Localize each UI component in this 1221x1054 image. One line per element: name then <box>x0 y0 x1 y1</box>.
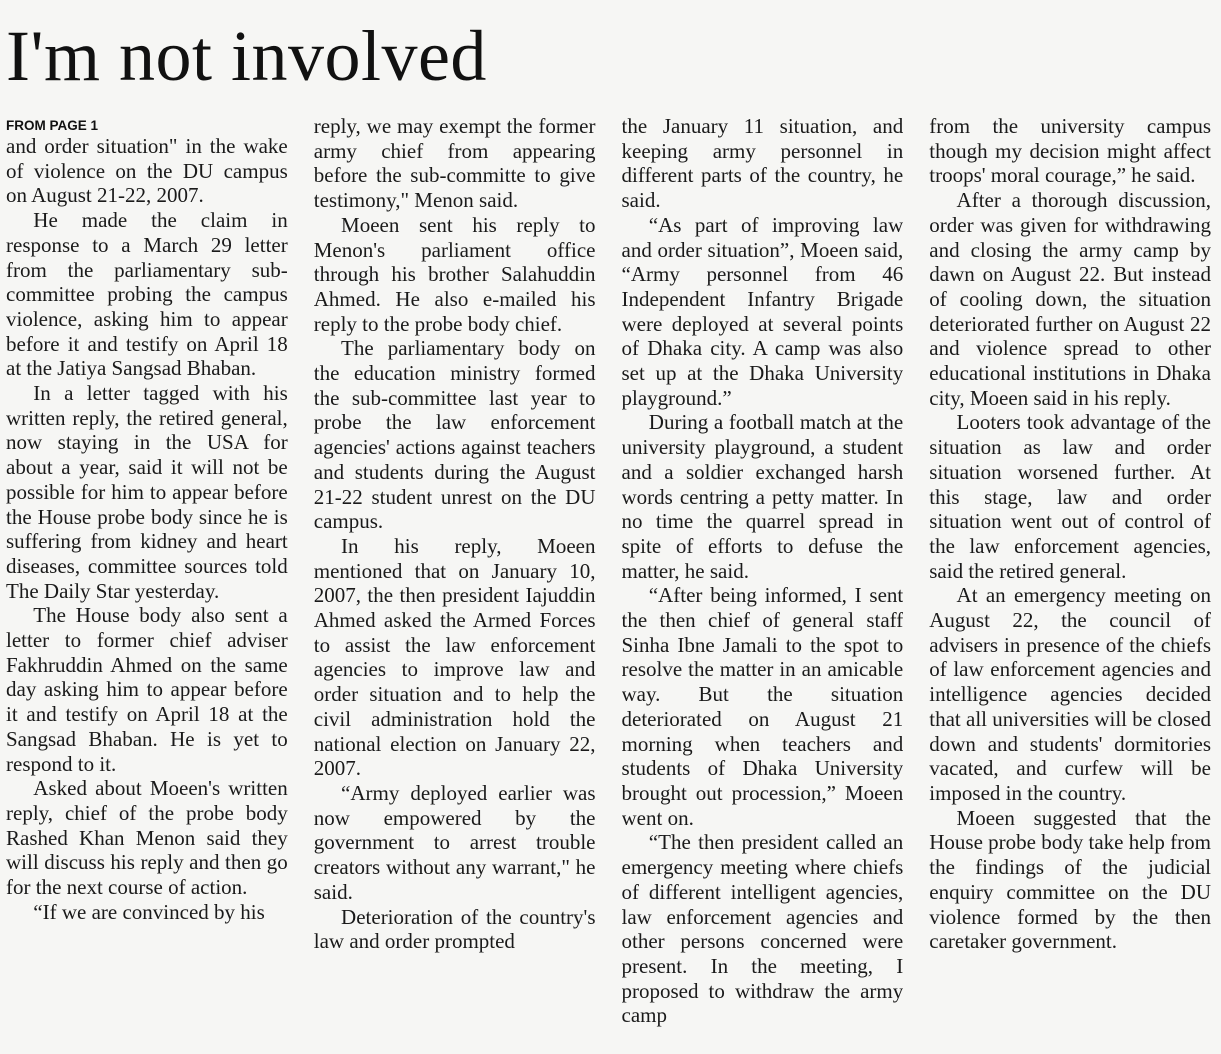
paragraph: “After being informed, I sent the then chief of general staff Sinha Ibne Jamali to the spot to resolve the matter in an amicable way. But the situation deteriorated on August 21 morning when teachers and students of Dhaka University brought out procession,” Moeen went on. <box>621 583 904 830</box>
headline: I'm not involved <box>6 16 487 96</box>
paragraph: “The then president called an emergency meeting where chiefs of different intelligent agencies, law enforcement agencies and other persons concerned were present. In the meeting, I proposed to withdraw the army camp <box>621 830 904 1028</box>
paragraph: The parliamentary body on the education ministry formed the sub-committee last year to probe the law enforcement agencies' actions against teachers and students during the August 21-22 student unrest on the DU campus. <box>313 336 596 534</box>
paragraph: Looters took advantage of the situation as law and order situation worsened further. At this stage, law and order situation went out of control of the law enforcement agencies, said the retired general. <box>929 410 1211 583</box>
column-4 <box>929 114 1211 1054</box>
column-3 <box>622 114 904 1054</box>
paragraph: Moeen suggested that the House probe body take help from the findings of the judicial enquiry committee on the DU violence formed by the then caretaker government. <box>929 805 1211 954</box>
paragraph: the January 11 situation, and keeping army personnel in different parts of the country, he said. <box>621 114 904 213</box>
kicker-from-page-1: FROM PAGE 1 <box>6 118 99 133</box>
paragraph: “As part of improving law and order situation”, Moeen said, “Army personnel from 46 Independent Infantry Brigade were deployed at several points of Dhaka city. A camp was also set up at the Dhaka University playground.” <box>621 212 904 410</box>
paragraph: Moeen sent his reply to Menon's parliament office through his brother Salahuddin Ahmed. He also e-mailed his reply to the probe body chief. <box>313 212 596 336</box>
paragraph: He made the claim in response to a March 29 letter from the parliamentary sub-committee probing the campus violence, asking him to appear before it and testify on April 18 at the Jatiya Sangsad Bhaban. <box>6 208 288 381</box>
column-1 <box>6 114 288 1054</box>
column-2 <box>314 114 596 1054</box>
paragraph: In a letter tagged with his written reply, the retired general, now staying in the USA for about a year, said it will not be possible for him to appear before the House probe body since he is suffering from kidney and heart diseases, committee sources told The Daily Star yesterday. <box>6 381 288 603</box>
paragraph: “Army deployed earlier was now empowered by the government to arrest trouble creators without any warrant," he said. <box>313 780 596 904</box>
paragraph: “If we are convinced by his <box>33 899 265 924</box>
paragraph: In his reply, Moeen mentioned that on January 10, 2007, the then president Iajuddin Ahmed asked the Armed Forces to assist the law enforcement agencies to improve law and order situation and to help the civil administration hold the national election on January 22, 2007. <box>313 533 596 781</box>
paragraph: After a thorough discussion, order was given for withdrawing and closing the army camp by dawn on August 22. But instead of cooling down, the situation deteriorated further on August 22 and violence spread to other educational institutions in Dhaka city, Moeen said in his reply. <box>929 188 1211 410</box>
paragraph: Asked about Moeen's written reply, chief of the probe body Rashed Khan Menon said they will discuss his reply and then go for the next course of action. <box>6 776 288 900</box>
article-body <box>6 114 1211 1054</box>
paragraph: At an emergency meeting on August 22, the council of advisers in presence of the chiefs of law enforcement agencies and intelligence agencies decided that all universities will be closed down and students' dormitories vacated, and curfew will be imposed in the country. <box>929 583 1211 805</box>
paragraph: The House body also sent a letter to former chief adviser Fakhruddin Ahmed on the same day asking him to appear before it and testify on April 18 at the Sangsad Bhaban. He is yet to respond to it. <box>6 603 288 776</box>
paragraph: Deterioration of the country's law and order prompted <box>313 904 596 954</box>
paragraph: from the university campus though my decision might affect troops' moral courage,” he said. <box>929 114 1211 188</box>
paragraph: During a football match at the university playground, a student and a soldier exchanged harsh words centring a petty matter. In no time the quarrel spread in spite of efforts to defuse the matter, he said. <box>621 410 904 583</box>
paragraph: and order situation" in the wake of violence on the DU campus on August 21-22, 2007. <box>6 134 288 208</box>
paragraph: reply, we may exempt the former army chief from appearing before the sub-committe to give testimony," Menon said. <box>313 114 596 213</box>
